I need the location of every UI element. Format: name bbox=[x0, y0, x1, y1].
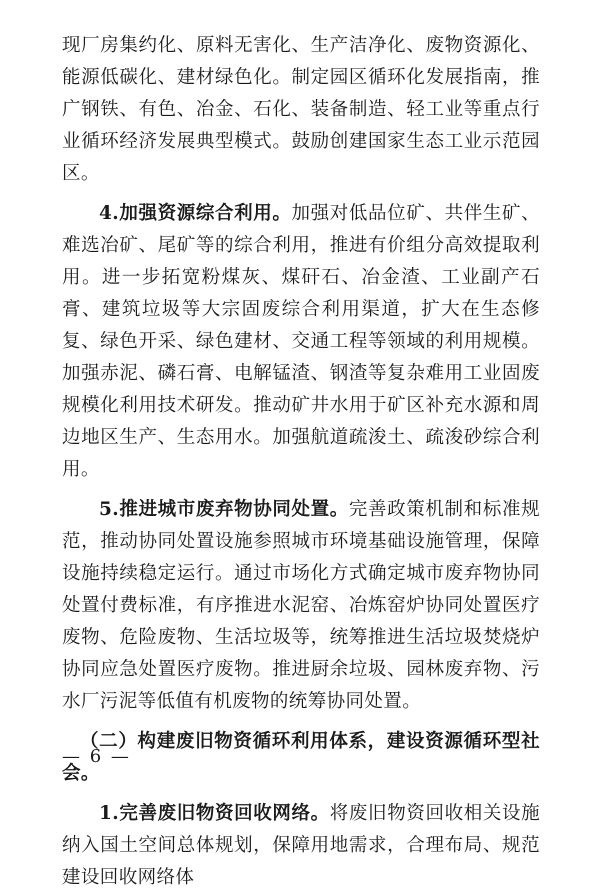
paragraph-continuation bbox=[62, 30, 540, 190]
paragraph-lead: 4.加强资源综合利用。 bbox=[99, 203, 292, 224]
paragraph-recycling-network bbox=[62, 798, 540, 894]
paragraph-lead: 5.推进城市废弃物协同处置。 bbox=[99, 499, 349, 520]
paragraph-lead: 1.完善废旧物资回收网络。 bbox=[99, 803, 330, 824]
paragraph-text: 加强对低品位矿、共伴生矿、难选冶矿、尾矿等的综合利用，推进有价组分高效提取利用。进一步拓宽粉煤灰、煤矸石、冶金渣、工业副产石膏、建筑垃圾等大宗固废综合利用渠道，扩大在生态修复、绿色开采、绿色建材、交通工程等领域的利用规模。加强赤泥、磷石膏、电解锰渣、钢渣等复杂难用工业固废规模化利用技术研发。推动矿井水用于矿区补充水源和周边地区生产、生态用水。加强航道疏浚土、疏浚砂综合利用。 bbox=[62, 203, 541, 480]
paragraph-resource-utilization bbox=[62, 198, 540, 486]
page-number: — 6 — bbox=[62, 746, 131, 767]
paragraph-text: 完善政策机制和标准规范，推动协同处置设施参照城市环境基础设施管理，保障设施持续稳定运行。通过市场化方式确定城市废弃物协同处置付费标准，有序推进水泥窑、冶炼窑炉协同处置医疗废物、危险废物、生活垃圾等，统筹推进生活垃圾焚烧炉协同应急处置医疗废物。推进厨余垃圾、园林废弃物、污水厂污泥等低值有机废物的统筹协同处置。 bbox=[62, 499, 540, 712]
paragraph-text: 现厂房集约化、原料无害化、生产洁净化、废物资源化、能源低碳化、建材绿色化。制定园区循环化发展指南，推广钢铁、有色、冶金、石化、装备制造、轻工业等重点行业循环经济发展典型模式。鼓励创建国家生态工业示范园区。 bbox=[62, 35, 540, 184]
document-body bbox=[62, 30, 540, 894]
paragraph-text: 将废旧物资回收相关设施纳入国土空间总体规划，保障用地需求，合理布局、规范建设回收网络体 bbox=[62, 803, 541, 888]
paragraph-urban-waste bbox=[62, 494, 540, 718]
section-heading: （二）构建废旧物资循环利用体系，建设资源循环型社会。 bbox=[62, 731, 540, 784]
